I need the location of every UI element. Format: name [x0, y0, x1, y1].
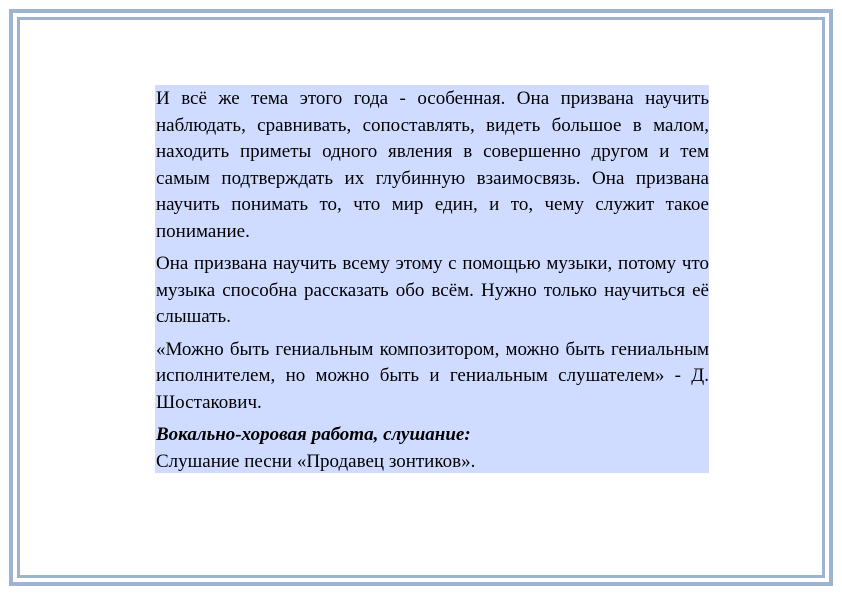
paragraph-quote: «Можно быть гениальным композитором, можно быть гениальным исполнителем, но можно быть и гениальным слушателем» - Д. Шостакович. [156, 338, 709, 413]
section-heading: Вокально-хоровая работа, слушание: [156, 424, 471, 445]
paragraph-theme: И всё же тема этого года - особенная. Она призвана научить наблюдать, сравнивать, сопоставлять, видеть большое в малом, находить приметы одного явления в совершенно другом и тем самым подтверждать их глубинную взаимосвязь. Она призвана научить понимать то, что мир един, и то, чему служит такое понимание. [156, 88, 709, 242]
text-box [155, 85, 709, 473]
listening-item: Слушание песни «Продавец зонтиков». [156, 450, 476, 472]
paragraph-music: Она призвана научить всему этому с помощью музыки, потому что музыка способна рассказать обо всём. Нужно только научиться её слышать. [156, 253, 709, 327]
